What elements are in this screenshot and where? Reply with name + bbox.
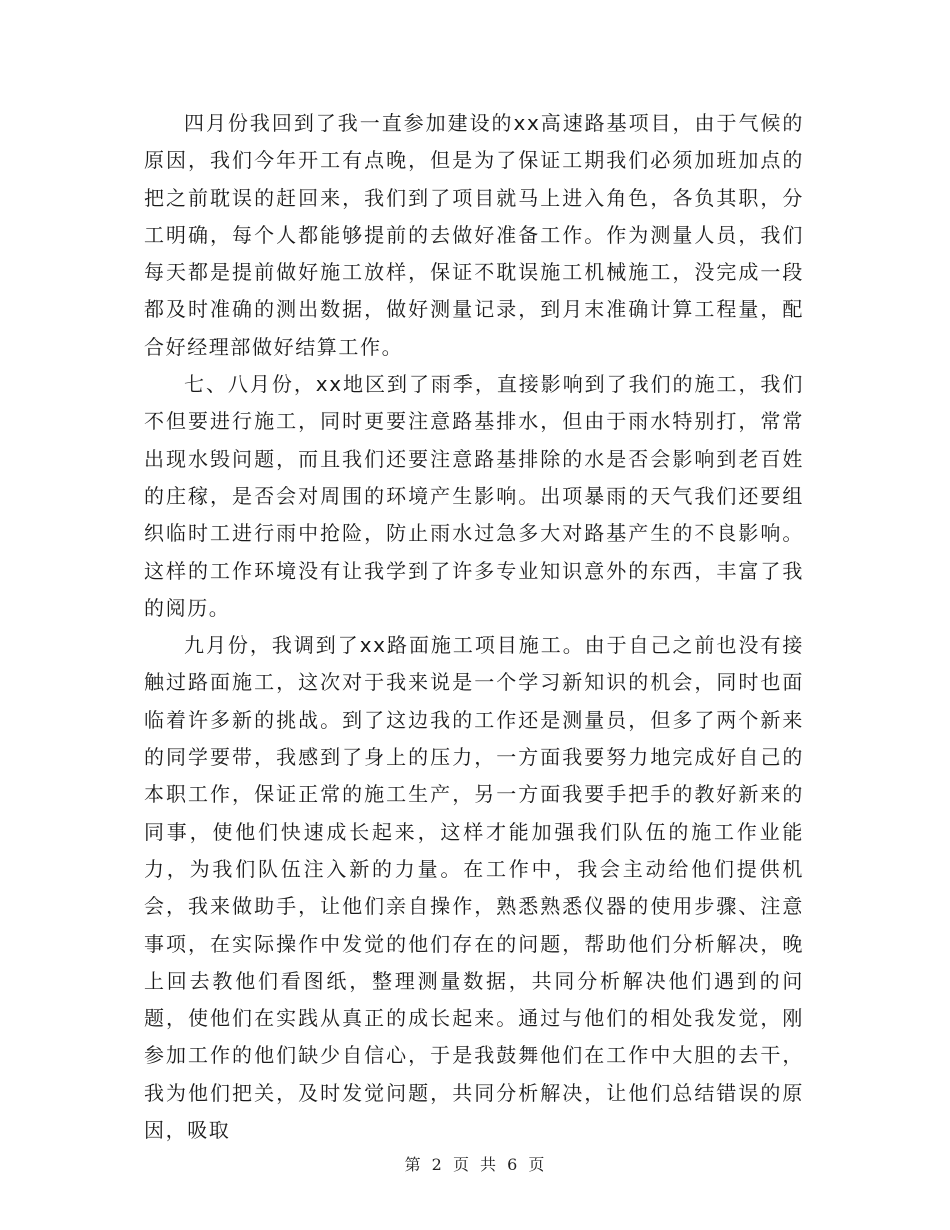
paragraph-september: 九月份，我调到了xx路面施工项目施工。由于自己之前也没有接触过路面施工，这次对于我来说是一个学习新知识的机会，同时也面临着许多新的挑战。到了这边我的工作还是测量员，但多了两个新来的同学要带，我感到了身上的压力，一方面我要努力地完成好自己的本职工作，保证正常的施工生产，另一方面我要手把手的教好新来的同事，使他们快速成长起来，这样才能加强我们队伍的施工作业能力，为我们队伍注入新的力量。在工作中，我会主动给他们提供机会，我来做助手，让他们亲自操作，熟悉熟悉仪器的使用步骤、注意事项，在实际操作中发觉的他们存在的问题，帮助他们分析解决，晚上回去教他们看图纸，整理测量数据，共同分析解决他们遇到的问题，使他们在实践从真正的成长起来。通过与他们的相处我发觉，刚参加工作的他们缺少自信心，于是我鼓舞他们在工作中大胆的去干，我为他们把关，及时发觉问题，共同分析解决，让他们总结错误的原因，吸取 <box>144 633 804 1143</box>
document-body <box>144 105 804 1149</box>
paragraph-july-august: 七、八月份，xx地区到了雨季，直接影响到了我们的施工，我们不但要进行施工，同时更要注意路基排水，但由于雨水特别打，常常出现水毁问题，而且我们还要注意路基排除的水是否会影响到老百姓的庄稼，是否会对周围的环境产生影响。出项暴雨的天气我们还要组织临时工进行雨中抢险，防止雨水过急多大对路基产生的不良影响。这样的工作环境没有让我学到了许多专业知识意外的东西，丰富了我的阅历。 <box>144 372 804 620</box>
page-footer: 第 2 页 共 6 页 <box>404 1155 546 1174</box>
paragraph-april: 四月份我回到了我一直参加建设的xx高速路基项目，由于气候的原因，我们今年开工有点晚，但是为了保证工期我们必须加班加点的把之前耽误的赶回来，我们到了项目就马上进入角色，各负其职，分工明确，每个人都能够提前的去做好准备工作。作为测量人员，我们每天都是提前做好施工放样，保证不耽误施工机械施工，没完成一段都及时准确的测出数据，做好测量记录，到月末准确计算工程量，配合好经理部做好结算工作。 <box>144 111 804 359</box>
